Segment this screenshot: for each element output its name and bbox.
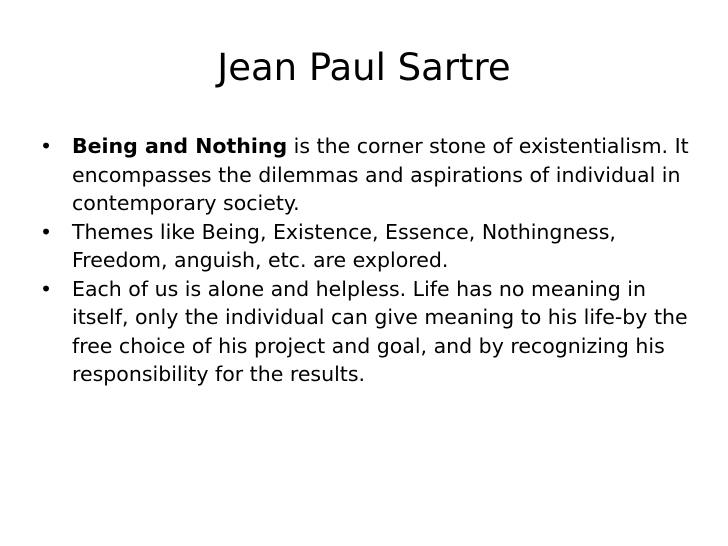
bullet-list [40,132,690,389]
bullet-item-themes [40,218,690,275]
bullet-icon: • [40,276,53,301]
bullet-item-alone-and-helpless [40,275,690,389]
bullet-text: Each of us is alone and helpless. Life has no meaning in itself, only the individual can give meaning to his life-by the free choice of his project and goal, and by recognizing his responsibility for the results. [72,276,688,386]
slide-title: Jean Paul Sartre [217,46,511,89]
bullet-icon: • [40,219,53,244]
bullet-icon: • [40,134,53,158]
bullet-text: Themes like Being, Existence, Essence, Nothingness, Freedom, anguish, etc. are explored. [72,219,616,272]
bullet-text: is the corner stone of existentialism. It encompasses the dilemmas and aspirations of individual in contemporary society. [72,134,689,215]
bullet-bold-text: Being and Nothing [72,134,288,158]
bullet-item-being-and-nothing [40,132,690,218]
